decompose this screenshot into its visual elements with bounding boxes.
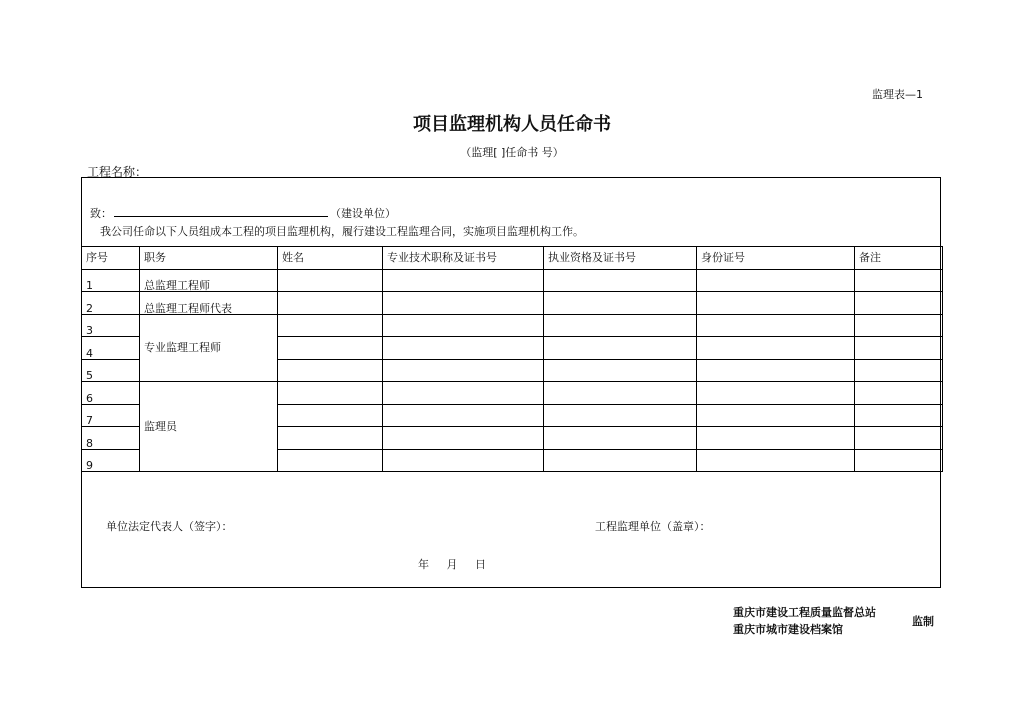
document-number: （监理[ ]任命书 号）: [460, 146, 564, 159]
qualification-cell[interactable]: [544, 314, 697, 337]
title-cert-cell[interactable]: [383, 449, 544, 472]
page-title: 项目监理机构人员任命书: [413, 114, 611, 135]
qualification-cell[interactable]: [544, 337, 697, 360]
title-cert-cell[interactable]: [383, 269, 544, 292]
name-cell[interactable]: [278, 314, 383, 337]
title-cert-cell[interactable]: [383, 404, 544, 427]
recipient-prefix: 致：: [90, 207, 112, 220]
personnel-table: [81, 246, 943, 472]
recipient-suffix: （建设单位）: [330, 207, 396, 220]
table-row: [82, 314, 943, 337]
issuer-line-1: 重庆市建设工程质量监督总站: [733, 606, 876, 619]
project-name-label: 工程名称：: [87, 165, 148, 179]
id-number-cell[interactable]: [697, 449, 855, 472]
qualification-cell[interactable]: [544, 292, 697, 315]
qualification-cell[interactable]: [544, 359, 697, 382]
recipient-line: [90, 205, 396, 221]
title-cert-cell[interactable]: [383, 337, 544, 360]
id-number-cell[interactable]: [697, 292, 855, 315]
qualification-cell[interactable]: [544, 269, 697, 292]
table-row: [82, 382, 943, 405]
row-number: 5: [82, 359, 140, 382]
header-cell: 专业技术职称及证书号: [383, 247, 544, 270]
remarks-cell[interactable]: [855, 382, 943, 405]
title-cert-cell[interactable]: [383, 359, 544, 382]
id-number-cell[interactable]: [697, 359, 855, 382]
id-number-cell[interactable]: [697, 382, 855, 405]
position-cell: 总监理工程师代表: [140, 292, 278, 315]
remarks-cell[interactable]: [855, 359, 943, 382]
remarks-cell[interactable]: [855, 449, 943, 472]
id-number-cell[interactable]: [697, 404, 855, 427]
title-cert-cell[interactable]: [383, 382, 544, 405]
appointment-text: 我公司任命以下人员组成本工程的项目监理机构，履行建设工程监理合同，实施项目监理机构工作。: [100, 225, 584, 238]
row-number: 4: [82, 337, 140, 360]
row-number: 2: [82, 292, 140, 315]
row-number: 8: [82, 427, 140, 450]
header-cell: 姓名: [278, 247, 383, 270]
remarks-cell[interactable]: [855, 337, 943, 360]
legal-representative-signature-label: 单位法定代表人（签字）：: [106, 520, 233, 533]
name-cell[interactable]: [278, 359, 383, 382]
form-code: 监理表—1: [872, 88, 923, 101]
remarks-cell[interactable]: [855, 314, 943, 337]
position-cell: 监理员: [140, 382, 278, 472]
row-number: 1: [82, 269, 140, 292]
id-number-cell[interactable]: [697, 427, 855, 450]
remarks-cell[interactable]: [855, 404, 943, 427]
remarks-cell[interactable]: [855, 269, 943, 292]
name-cell[interactable]: [278, 449, 383, 472]
qualification-cell[interactable]: [544, 382, 697, 405]
qualification-cell[interactable]: [544, 449, 697, 472]
position-cell: 专业监理工程师: [140, 314, 278, 382]
row-number: 7: [82, 404, 140, 427]
row-number: 9: [82, 449, 140, 472]
id-number-cell[interactable]: [697, 337, 855, 360]
name-cell[interactable]: [278, 382, 383, 405]
remarks-cell[interactable]: [855, 427, 943, 450]
recipient-blank[interactable]: [114, 206, 328, 217]
row-number: 3: [82, 314, 140, 337]
issuer-line-2: 重庆市城市建设档案馆: [733, 623, 843, 636]
name-cell[interactable]: [278, 292, 383, 315]
title-cert-cell[interactable]: [383, 427, 544, 450]
table-row: [82, 292, 943, 315]
qualification-cell[interactable]: [544, 427, 697, 450]
issuer-suffix: 监制: [912, 615, 934, 628]
header-cell: 备注: [855, 247, 943, 270]
id-number-cell[interactable]: [697, 269, 855, 292]
header-cell: 职务: [140, 247, 278, 270]
name-cell[interactable]: [278, 337, 383, 360]
title-cert-cell[interactable]: [383, 314, 544, 337]
table-row: [82, 269, 943, 292]
position-cell: 总监理工程师: [140, 269, 278, 292]
row-number: 6: [82, 382, 140, 405]
table-header-row: [82, 247, 943, 270]
id-number-cell[interactable]: [697, 314, 855, 337]
name-cell[interactable]: [278, 427, 383, 450]
name-cell[interactable]: [278, 269, 383, 292]
header-cell: 序号: [82, 247, 140, 270]
form-frame: [81, 177, 941, 588]
supervision-unit-seal-label: 工程监理单位（盖章）：: [595, 520, 711, 533]
qualification-cell[interactable]: [544, 404, 697, 427]
remarks-cell[interactable]: [855, 292, 943, 315]
header-cell: 执业资格及证书号: [544, 247, 697, 270]
date-line: 年 月 日: [418, 558, 486, 571]
title-cert-cell[interactable]: [383, 292, 544, 315]
name-cell[interactable]: [278, 404, 383, 427]
header-cell: 身份证号: [697, 247, 855, 270]
issuer-block: [733, 604, 876, 638]
